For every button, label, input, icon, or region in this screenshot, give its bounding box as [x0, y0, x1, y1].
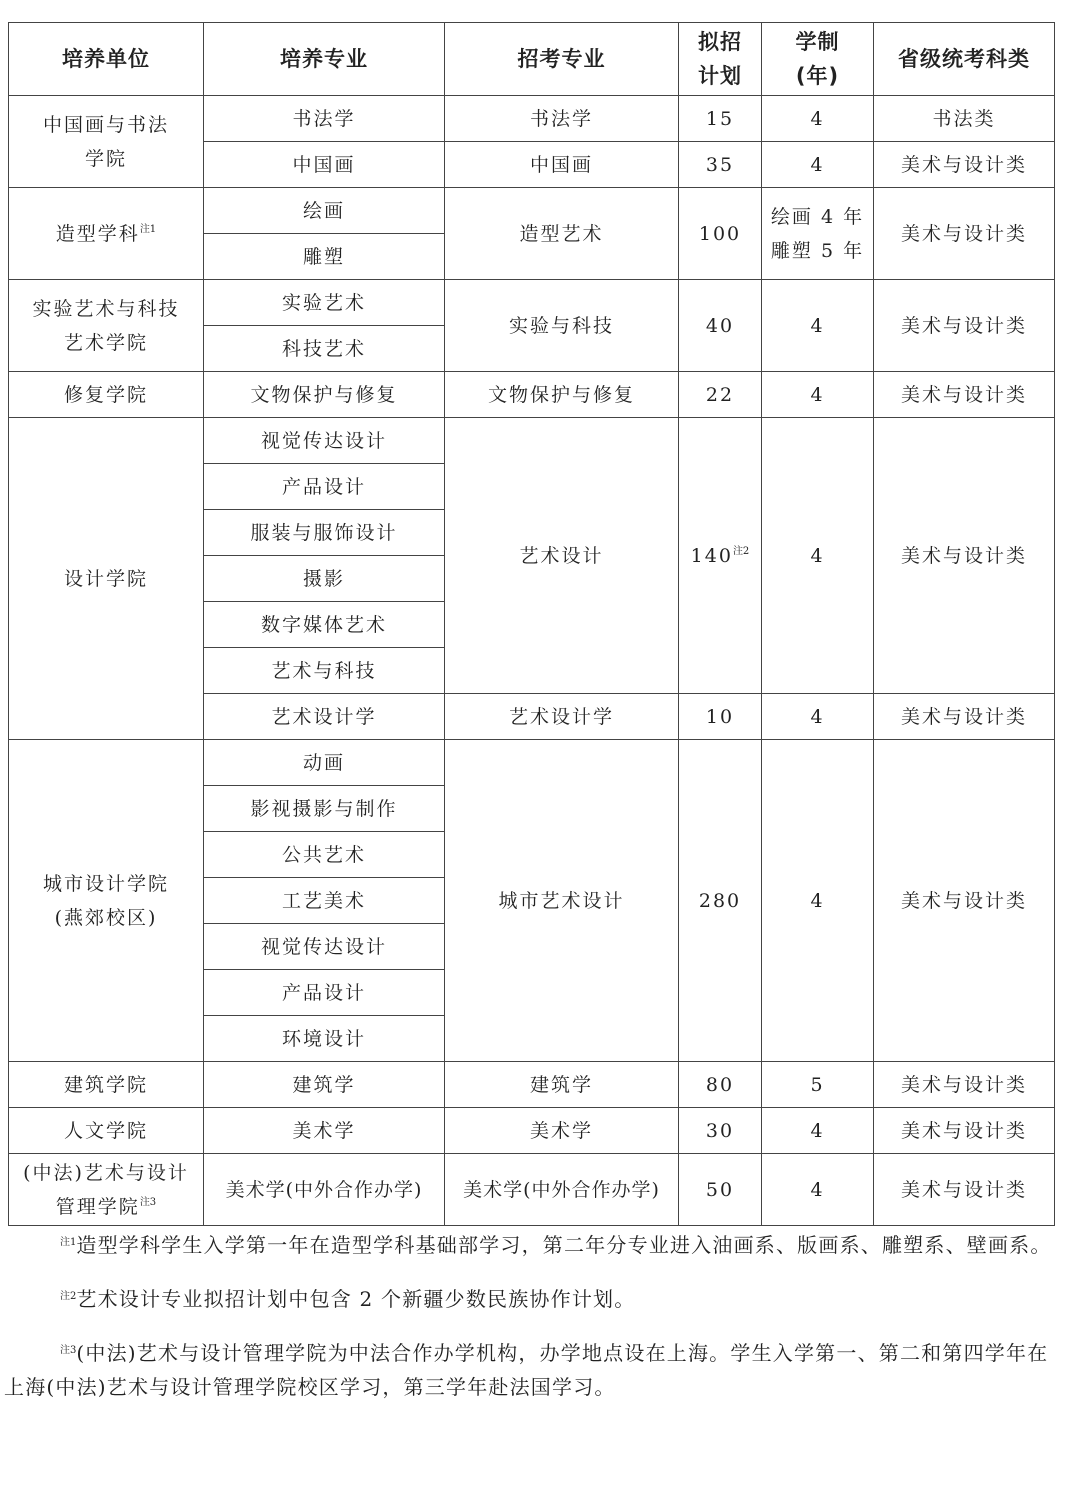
header-category: 省级统考科类 — [874, 23, 1055, 96]
major-cell: 公共艺术 — [204, 832, 445, 878]
major-cell: 中国画 — [204, 142, 445, 188]
table-row — [9, 1108, 1055, 1154]
years-cell: 4 — [762, 694, 874, 740]
exam-major-cell: 美术学 — [445, 1108, 679, 1154]
unit-cell: 实验艺术与科技 艺术学院 — [9, 280, 204, 372]
category-cell: 美术与设计类 — [874, 1154, 1055, 1226]
exam-major-cell: 艺术设计 — [445, 418, 679, 694]
table-row — [9, 280, 1055, 326]
table-row — [9, 96, 1055, 142]
header-plan: 拟招 计划 — [679, 23, 762, 96]
plan-cell: 22 — [679, 372, 762, 418]
footnote-mark: 注3 — [60, 1345, 77, 1356]
major-cell: 文物保护与修复 — [204, 372, 445, 418]
unit-cell: 设计学院 — [9, 418, 204, 740]
category-cell: 美术与设计类 — [874, 418, 1055, 694]
plan-cell: 40 — [679, 280, 762, 372]
exam-major-cell: 书法学 — [445, 96, 679, 142]
major-cell: 动画 — [204, 740, 445, 786]
years-cell: 4 — [762, 372, 874, 418]
major-cell: 书法学 — [204, 96, 445, 142]
exam-major-cell: 造型艺术 — [445, 188, 679, 280]
table-row — [9, 418, 1055, 464]
unit-cell: 修复学院 — [9, 372, 204, 418]
plan-cell: 100 — [679, 188, 762, 280]
footnote-2: $^{注2}$艺术设计专业拟招计划中包含 2 个新疆少数民族协作计划。 — [60, 1287, 636, 1311]
major-cell: 实验艺术 — [204, 280, 445, 326]
footnotes — [4, 1228, 1064, 1424]
plan-cell: 15 — [679, 96, 762, 142]
footnote-mark: 注1 — [60, 1237, 77, 1248]
header-unit: 培养单位 — [9, 23, 204, 96]
header-exam-major: 招考专业 — [445, 23, 679, 96]
table-row — [9, 1062, 1055, 1108]
footnote-mark: 注2 — [60, 1291, 77, 1302]
major-cell: 科技艺术 — [204, 326, 445, 372]
header-years: 学制 (年) — [762, 23, 874, 96]
category-cell: 美术与设计类 — [874, 740, 1055, 1062]
category-cell: 美术与设计类 — [874, 1108, 1055, 1154]
major-cell: 视觉传达设计 — [204, 924, 445, 970]
major-cell: 雕塑 — [204, 234, 445, 280]
major-cell: 艺术与科技 — [204, 648, 445, 694]
major-cell: 视觉传达设计 — [204, 418, 445, 464]
major-cell: 产品设计 — [204, 970, 445, 1016]
years-cell: 4 — [762, 280, 874, 372]
unit-cell: (中法)艺术与设计 管理学院$^{注3}$ — [9, 1154, 204, 1226]
plan-cell: 280 — [679, 740, 762, 1062]
years-cell: 5 — [762, 1062, 874, 1108]
exam-major-cell: 中国画 — [445, 142, 679, 188]
category-cell: 美术与设计类 — [874, 188, 1055, 280]
footnote-mark: 注2 — [732, 545, 750, 557]
major-cell: 建筑学 — [204, 1062, 445, 1108]
footnote-1: $^{注1}$造型学科学生入学第一年在造型学科基础部学习，第二年分专业进入油画系、版画系、雕塑系、壁画系。 — [60, 1233, 1052, 1257]
table-row — [9, 1154, 1055, 1226]
major-cell: 影视摄影与制作 — [204, 786, 445, 832]
major-cell: 服装与服饰设计 — [204, 510, 445, 556]
major-cell: 工艺美术 — [204, 878, 445, 924]
major-cell: 环境设计 — [204, 1016, 445, 1062]
years-cell: 4 — [762, 142, 874, 188]
table-row — [9, 372, 1055, 418]
major-cell: 美术学(中外合作办学) — [204, 1154, 445, 1226]
footnote-3: $^{注3}$(中法)艺术与设计管理学院为中法合作办学机构，办学地点设在上海。学生入学第一、第二和第四学年在上海(中法)艺术与设计管理学院校区学习，第三学年赴法国学习。 — [4, 1341, 1049, 1399]
unit-cell: 人文学院 — [9, 1108, 204, 1154]
major-cell: 艺术设计学 — [204, 694, 445, 740]
exam-major-cell: 建筑学 — [445, 1062, 679, 1108]
plan-cell: 10 — [679, 694, 762, 740]
unit-cell: 城市设计学院 (燕郊校区) — [9, 740, 204, 1062]
years-cell: 4 — [762, 740, 874, 1062]
category-cell: 美术与设计类 — [874, 280, 1055, 372]
exam-major-cell: 艺术设计学 — [445, 694, 679, 740]
exam-major-cell: 文物保护与修复 — [445, 372, 679, 418]
table-header-row — [9, 23, 1055, 96]
exam-major-cell: 实验与科技 — [445, 280, 679, 372]
plan-cell: 35 — [679, 142, 762, 188]
major-cell: 产品设计 — [204, 464, 445, 510]
plan-cell: 30 — [679, 1108, 762, 1154]
header-major: 培养专业 — [204, 23, 445, 96]
category-cell: 美术与设计类 — [874, 694, 1055, 740]
plan-cell: 50 — [679, 1154, 762, 1226]
major-cell: 美术学 — [204, 1108, 445, 1154]
plan-cell: 80 — [679, 1062, 762, 1108]
unit-cell: 造型学科$^{注1}$ — [9, 188, 204, 280]
years-cell: 4 — [762, 418, 874, 694]
exam-major-cell: 城市艺术设计 — [445, 740, 679, 1062]
footnote-mark: 注3 — [139, 1196, 157, 1208]
years-cell: 绘画 4 年 雕塑 5 年 — [762, 188, 874, 280]
exam-major-cell: 美术学(中外合作办学) — [445, 1154, 679, 1226]
category-cell: 美术与设计类 — [874, 372, 1055, 418]
years-cell: 4 — [762, 1154, 874, 1226]
unit-cell: 建筑学院 — [9, 1062, 204, 1108]
table-row — [9, 188, 1055, 234]
years-cell: 4 — [762, 96, 874, 142]
major-cell: 摄影 — [204, 556, 445, 602]
category-cell: 美术与设计类 — [874, 1062, 1055, 1108]
major-cell: 绘画 — [204, 188, 445, 234]
category-cell: 美术与设计类 — [874, 142, 1055, 188]
plan-cell: 140$^{注2}$ — [679, 418, 762, 694]
category-cell: 书法类 — [874, 96, 1055, 142]
footnote-mark: 注1 — [139, 223, 157, 235]
years-cell: 4 — [762, 1108, 874, 1154]
table-row — [9, 740, 1055, 786]
unit-cell: 中国画与书法 学院 — [9, 96, 204, 188]
major-cell: 数字媒体艺术 — [204, 602, 445, 648]
enrollment-table — [8, 22, 1055, 1226]
